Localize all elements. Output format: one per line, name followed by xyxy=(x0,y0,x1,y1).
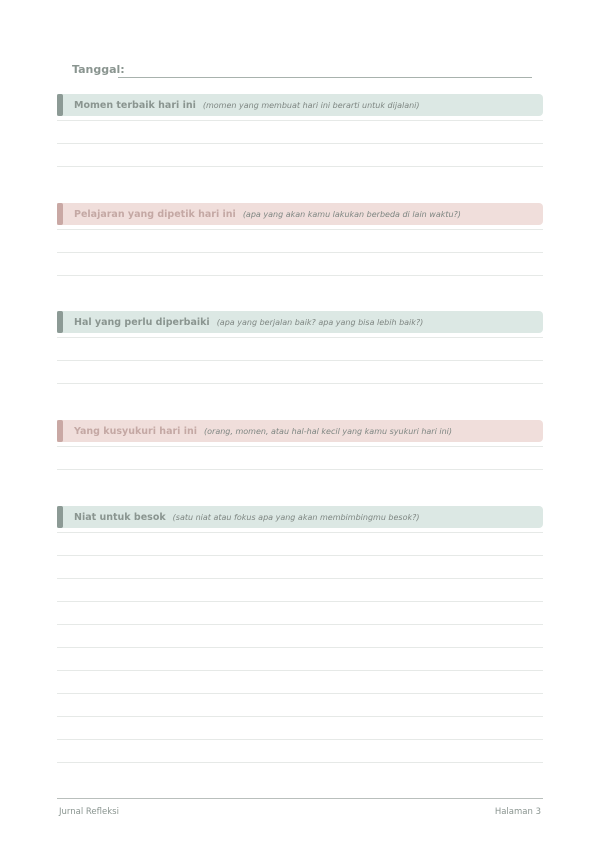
section-title: Momen terbaik hari ini xyxy=(74,99,196,111)
section-hint: (apa yang berjalan baik? apa yang bisa lebih baik?) xyxy=(216,317,424,327)
writing-line[interactable] xyxy=(57,556,543,579)
writing-line[interactable] xyxy=(57,230,543,253)
section-header xyxy=(57,203,543,225)
section-header xyxy=(57,311,543,333)
page-number: Halaman 3 xyxy=(494,807,541,817)
accent-bar xyxy=(57,94,63,116)
section-hint: (orang, momen, atau hal-hal kecil yang kamu syukuri hari ini) xyxy=(204,426,452,436)
section-lesson-learned xyxy=(57,203,543,276)
date-input-line[interactable] xyxy=(118,77,532,78)
section-hint: (satu niat atau fokus apa yang akan membimbingmu besok?) xyxy=(172,512,420,522)
date-row xyxy=(72,62,532,80)
section-hint: (momen yang membuat hari ini berarti untuk dijalani) xyxy=(202,100,420,110)
accent-bar xyxy=(57,420,63,442)
accent-bar xyxy=(57,203,63,225)
writing-lines[interactable] xyxy=(57,225,543,276)
journal-name: Jurnal Refleksi xyxy=(59,807,119,817)
section-intention-tomorrow xyxy=(57,506,543,763)
writing-line[interactable] xyxy=(57,648,543,671)
writing-lines[interactable] xyxy=(57,528,543,763)
writing-line[interactable] xyxy=(57,602,543,625)
date-label: Tanggal: xyxy=(72,63,125,76)
writing-line[interactable] xyxy=(57,717,543,740)
section-header xyxy=(57,420,543,442)
section-header xyxy=(57,506,543,528)
writing-lines[interactable] xyxy=(57,333,543,384)
section-title: Pelajaran yang dipetik hari ini xyxy=(74,208,236,220)
section-gratitude xyxy=(57,420,543,470)
writing-line[interactable] xyxy=(57,121,543,144)
writing-line[interactable] xyxy=(57,144,543,167)
section-title: Hal yang perlu diperbaiki xyxy=(74,316,210,328)
accent-bar xyxy=(57,506,63,528)
writing-line[interactable] xyxy=(57,625,543,648)
writing-line[interactable] xyxy=(57,671,543,694)
writing-line[interactable] xyxy=(57,533,543,556)
writing-line[interactable] xyxy=(57,579,543,602)
writing-line[interactable] xyxy=(57,361,543,384)
writing-line[interactable] xyxy=(57,740,543,763)
section-improvements xyxy=(57,311,543,384)
section-title: Niat untuk besok xyxy=(74,511,166,523)
writing-line[interactable] xyxy=(57,338,543,361)
writing-line[interactable] xyxy=(57,694,543,717)
section-title: Yang kusyukuri hari ini xyxy=(74,425,198,437)
writing-line[interactable] xyxy=(57,447,543,470)
accent-bar xyxy=(57,311,63,333)
section-hint: (apa yang akan kamu lakukan berbeda di lain waktu?) xyxy=(242,209,461,219)
section-header xyxy=(57,94,543,116)
writing-line[interactable] xyxy=(57,253,543,276)
writing-lines[interactable] xyxy=(57,442,543,470)
writing-lines[interactable] xyxy=(57,116,543,167)
section-best-moment xyxy=(57,94,543,167)
page-footer xyxy=(57,798,543,817)
